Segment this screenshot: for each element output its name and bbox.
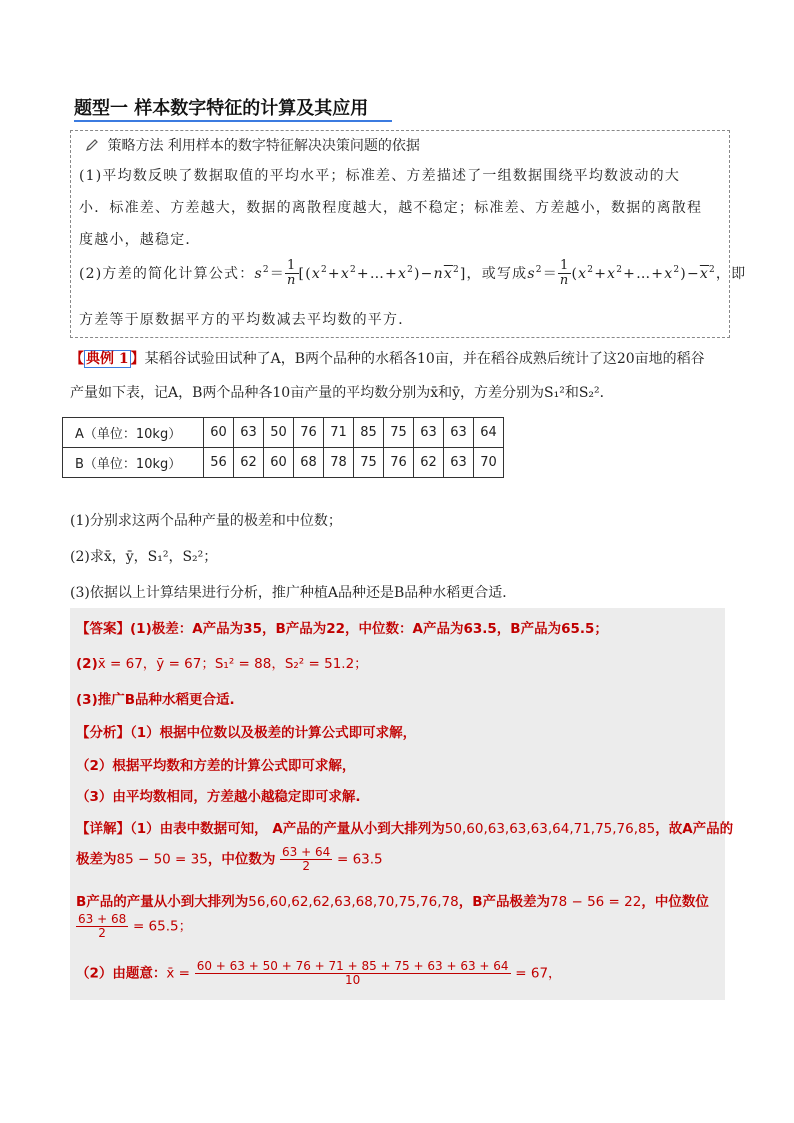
table-cell: 63 <box>234 418 264 448</box>
title-underline <box>74 120 392 122</box>
analysis-line1: 【分析】（1）根据中位数以及极差的计算公式即可求解， <box>76 725 417 741</box>
table-cell: 63 <box>444 448 474 478</box>
table-cell: 76 <box>294 418 324 448</box>
table-cell: 56 <box>204 448 234 478</box>
strategy-title-text: 策略方法 利用样本的数字特征解决决策问题的依据 <box>107 138 420 154</box>
section-title <box>74 94 392 120</box>
formula-prefix: (2)方差的简化计算公式： <box>79 265 255 282</box>
answer-line3: (3)推广B品种水稻更合适. <box>76 692 235 708</box>
table-cell: 64 <box>474 418 504 448</box>
detail-line3: B产品的产量从小到大排列为56,60,62,62,63,68,70,75,76,78，B产品极差为78 − 56 = 22，中位数位 <box>76 894 709 910</box>
table-cell: 62 <box>414 448 444 478</box>
table-row-a <box>63 418 504 448</box>
answer-line1: 【答案】(1)极差：A产品为35，B产品为22，中位数：A产品为63.5，B产品为65.5； <box>76 621 608 637</box>
formula-fraction-2: $\frac{1}{n}$ <box>559 258 570 289</box>
table-cell: 75 <box>384 418 414 448</box>
table-cell: 60 <box>264 448 294 478</box>
strategy-box <box>70 130 747 338</box>
strategy-p1-line1: (1)平均数反映了数据取值的平均水平；标准差、方差描述了一组数据围绕平均数波动的大 <box>79 168 681 184</box>
example-line1 <box>70 348 705 368</box>
analysis-line2: （2）根据平均数和方差的计算公式即可求解， <box>76 758 356 774</box>
formula-fraction-1: $\frac{1}{n}$ <box>286 258 297 289</box>
table-cell: 75 <box>354 448 384 478</box>
row-b-label: B（单位：10kg） <box>63 448 204 478</box>
example-line2: 产量如下表，记A，B两个品种各10亩产量的平均数分别为x̄和ȳ，方差分别为S₁²和S₂²． <box>70 385 614 401</box>
variance-formula-line: (2)方差的简化计算公式：$s^2=$ $\frac{1}{n}$ $[(x^2+x^2+\dots+x^2)-n\overline{x}^2]$，或写成$s^2=$ $\frac{1}{n}$ $(x^2+x^2+\dots+x^2)-\overline{x}^2$，即 <box>79 258 747 289</box>
table-cell: 76 <box>384 448 414 478</box>
strategy-title <box>85 135 420 155</box>
question-2: (2)求x̄，ȳ，S₁²，S₂²； <box>70 549 218 565</box>
detail-line2: 极差为85 − 50 = 35，中位数为 $\frac{63 + 64}{2}$ = 63.5 <box>76 845 383 874</box>
table-cell: 63 <box>414 418 444 448</box>
table-cell: 85 <box>354 418 384 448</box>
table-cell: 62 <box>234 448 264 478</box>
answer-line2: (2)x̄ = 67，ȳ = 67；S₁² = 88，S₂² = 51.2； <box>76 656 368 672</box>
strategy-p2-line2: 方差等于原数据平方的平均数减去平均数的平方． <box>79 312 414 328</box>
row-a-label: A（单位：10kg） <box>63 418 204 448</box>
detail-line1: 【详解】（1）由表中数据可知， A产品的产量从小到大排列为50,60,63,63,63,64,71,75,76,85，故A产品的 <box>76 821 734 837</box>
formula-mid: ，或写成 <box>466 265 528 282</box>
answer-box <box>70 608 734 1000</box>
table-cell: 70 <box>474 448 504 478</box>
table-cell: 50 <box>264 418 294 448</box>
answer-line2-math: x̄ = 67，ȳ = 67；S₁² = 88，S₂² = 51.2； <box>97 656 368 672</box>
detail-line5: （2）由题意：x̄ = $\frac{60 + 63 + 50 + 76 + 71 + 85 + 75 + 63 + 63 + 64}{10}$ = 67， <box>76 959 562 988</box>
table-row-b <box>63 448 504 478</box>
table-cell: 68 <box>294 448 324 478</box>
detail-line4: $\frac{63 + 68}{2}$ = 65.5； <box>78 912 193 941</box>
formula-end: ，即 <box>715 265 747 282</box>
question-3: (3)依据以上计算结果进行分析，推广种植A品种还是B品种水稻更合适． <box>70 585 517 601</box>
example-line1-text: 某稻谷试验田试种了A，B两个品种的水稻各10亩，并在稻谷成熟后统计了这20亩地的稻谷 <box>144 351 705 367</box>
strategy-p1-line3: 度越小，越稳定． <box>79 232 201 248</box>
example-tag-label: 典例 1 <box>86 351 129 367</box>
a-sorted-values: 50,60,63,63,63,64,71,75,76,85 <box>444 821 656 837</box>
table-cell: 71 <box>324 418 354 448</box>
question-1: (1)分别求这两个品种产量的极差和中位数； <box>70 513 342 529</box>
yield-table <box>62 417 504 478</box>
median-b-fraction: $\frac{63 + 68}{2}$ <box>78 912 127 941</box>
example-tag: 【 典例 1 】 <box>70 351 145 367</box>
section-title-text: 题型一 样本数字特征的计算及其应用 <box>74 98 369 119</box>
table-cell: 63 <box>444 418 474 448</box>
table-cell: 78 <box>324 448 354 478</box>
b-sorted-values: 56,60,62,62,63,68,70,75,76,78 <box>248 894 459 910</box>
pen-icon <box>85 138 99 152</box>
median-a-fraction: $\frac{63 + 64}{2}$ <box>282 845 331 874</box>
table-cell: 60 <box>204 418 234 448</box>
mean-a-fraction: $\frac{60 + 63 + 50 + 76 + 71 + 85 + 75 + 63 + 63 + 64}{10}$ <box>196 959 509 988</box>
analysis-line3: （3）由平均数相同，方差越小越稳定即可求解. <box>76 789 361 805</box>
strategy-p1-line2: 小．标准差、方差越大，数据的离散程度越大，越不稳定；标准差、方差越小，数据的离散程 <box>79 200 703 216</box>
